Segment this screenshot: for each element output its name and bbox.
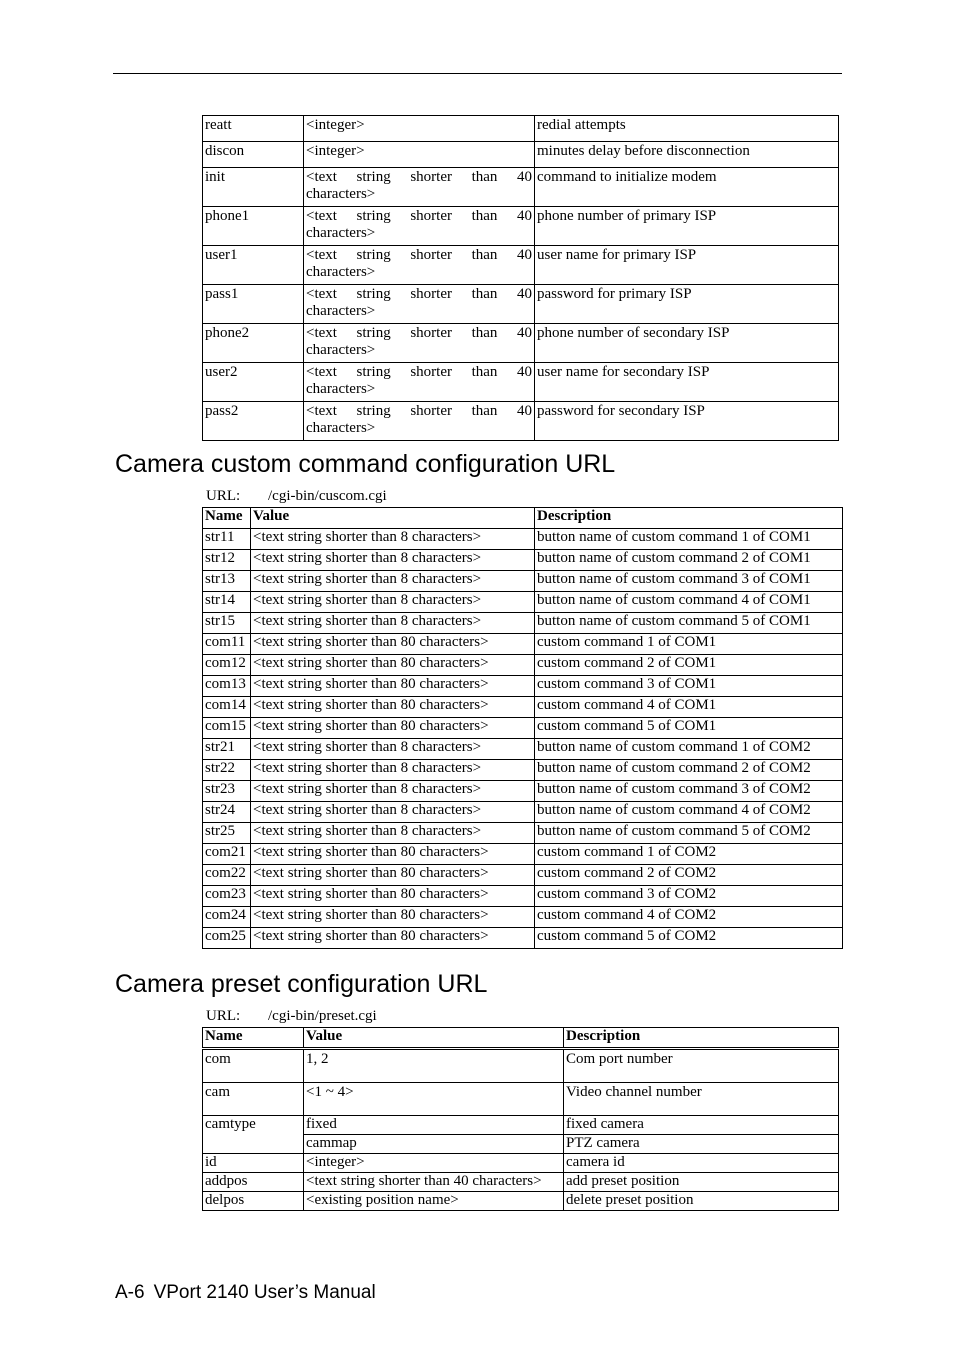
param-value: <text string shorter than 8 characters> (251, 781, 535, 802)
param-value: <text string shorter than 80 characters> (251, 844, 535, 865)
param-value: <text string shorter than 80 characters> (251, 886, 535, 907)
param-description: command to initialize modem (535, 168, 839, 207)
param-value: <text string shorter than 80 characters> (251, 655, 535, 676)
param-name: com22 (203, 865, 251, 886)
param-value: <text string shorter than 40 characters> (304, 168, 535, 207)
param-name: com13 (203, 676, 251, 697)
dialup-params-body (203, 116, 839, 441)
table-row (203, 285, 839, 324)
table-row (203, 1083, 839, 1116)
param-value: <text string shorter than 8 characters> (251, 550, 535, 571)
param-value: <text string shorter than 40 characters> (304, 324, 535, 363)
preset-url-label: URL: (206, 1008, 241, 1024)
cuscom-heading: Camera custom command configuration URL (115, 450, 616, 478)
param-name: com25 (203, 928, 251, 949)
table-row (203, 613, 843, 634)
param-value: <existing position name> (304, 1192, 564, 1211)
param-name: reatt (203, 116, 304, 142)
param-name: phone1 (203, 207, 304, 246)
preset-table (202, 1027, 839, 1211)
param-name: discon (203, 142, 304, 168)
param-value: <text string shorter than 40 characters> (304, 285, 535, 324)
param-description: custom command 3 of COM2 (535, 886, 843, 907)
param-name: str13 (203, 571, 251, 592)
param-name: id (203, 1154, 304, 1173)
param-name: com23 (203, 886, 251, 907)
col-header-value: Value (304, 1028, 564, 1049)
param-value: <text string shorter than 8 characters> (251, 529, 535, 550)
param-value: <text string shorter than 80 characters> (251, 634, 535, 655)
table-row (203, 550, 843, 571)
param-name: str12 (203, 550, 251, 571)
preset-heading: Camera preset configuration URL (115, 970, 488, 998)
param-value: <text string shorter than 80 characters> (251, 718, 535, 739)
param-value: <text string shorter than 80 characters> (251, 928, 535, 949)
cuscom-url-line (206, 488, 387, 505)
header-rule (113, 73, 842, 74)
table-row (203, 1154, 839, 1173)
param-value: <text string shorter than 40 characters> (304, 1173, 564, 1192)
col-header-name: Name (203, 508, 251, 529)
param-description: custom command 4 of COM1 (535, 697, 843, 718)
table-row (203, 676, 843, 697)
param-description: fixed camera (564, 1116, 839, 1135)
param-value: <text string shorter than 8 characters> (251, 592, 535, 613)
param-value: <1 ~ 4> (304, 1083, 564, 1116)
param-name: str22 (203, 760, 251, 781)
table-row (203, 571, 843, 592)
param-description: custom command 1 of COM2 (535, 844, 843, 865)
col-header-description: Description (564, 1028, 839, 1049)
table-row (203, 886, 843, 907)
col-header-description: Description (535, 508, 843, 529)
param-description: button name of custom command 5 of COM1 (535, 613, 843, 634)
param-description: button name of custom command 1 of COM1 (535, 529, 843, 550)
param-name: com21 (203, 844, 251, 865)
param-description: custom command 2 of COM2 (535, 865, 843, 886)
param-value: <text string shorter than 8 characters> (251, 571, 535, 592)
param-description: add preset position (564, 1173, 839, 1192)
param-value: <text string shorter than 8 characters> (251, 739, 535, 760)
param-name: com12 (203, 655, 251, 676)
table-row (203, 739, 843, 760)
param-name: init (203, 168, 304, 207)
param-description: button name of custom command 1 of COM2 (535, 739, 843, 760)
col-header-name: Name (203, 1028, 304, 1049)
param-description: custom command 5 of COM1 (535, 718, 843, 739)
table-row (203, 324, 839, 363)
cuscom-body (203, 529, 843, 949)
table-row (203, 697, 843, 718)
param-value: <integer> (304, 1154, 564, 1173)
param-value: fixed (304, 1116, 564, 1135)
dialup-params-table (202, 115, 839, 441)
param-name: com14 (203, 697, 251, 718)
param-description: button name of custom command 4 of COM2 (535, 802, 843, 823)
param-name: str21 (203, 739, 251, 760)
param-value: <text string shorter than 40 characters> (304, 363, 535, 402)
param-description: delete preset position (564, 1192, 839, 1211)
param-value: <text string shorter than 80 characters> (251, 697, 535, 718)
param-name: addpos (203, 1173, 304, 1192)
param-description: user name for primary ISP (535, 246, 839, 285)
table-row (203, 363, 839, 402)
param-name: str11 (203, 529, 251, 550)
param-value: <text string shorter than 40 characters> (304, 207, 535, 246)
param-value: <text string shorter than 8 characters> (251, 823, 535, 844)
param-description: password for secondary ISP (535, 402, 839, 441)
table-row (203, 907, 843, 928)
table-row (203, 592, 843, 613)
preset-url-line (206, 1008, 377, 1025)
table-row (203, 718, 843, 739)
param-name: com24 (203, 907, 251, 928)
param-description: minutes delay before disconnection (535, 142, 839, 168)
param-name: str25 (203, 823, 251, 844)
param-name: delpos (203, 1192, 304, 1211)
param-description: button name of custom command 2 of COM2 (535, 760, 843, 781)
cuscom-table (202, 507, 843, 949)
table-row (203, 1192, 839, 1211)
table-row (203, 142, 839, 168)
param-name: com15 (203, 718, 251, 739)
param-value: <text string shorter than 80 characters> (251, 865, 535, 886)
param-description: custom command 2 of COM1 (535, 655, 843, 676)
param-name: str14 (203, 592, 251, 613)
param-description: redial attempts (535, 116, 839, 142)
table-row (203, 529, 843, 550)
param-name: str24 (203, 802, 251, 823)
table-row (203, 634, 843, 655)
table-row (203, 655, 843, 676)
table-row (203, 865, 843, 886)
param-description: Video channel number (564, 1083, 839, 1116)
param-value: <text string shorter than 40 characters> (304, 246, 535, 285)
table-row (203, 760, 843, 781)
table-row (203, 823, 843, 844)
param-value: <text string shorter than 8 characters> (251, 613, 535, 634)
manual-title: VPort 2140 User’s Manual (153, 1282, 376, 1303)
param-description: button name of custom command 3 of COM1 (535, 571, 843, 592)
page-number: A-6 (115, 1282, 145, 1303)
param-description: user name for secondary ISP (535, 363, 839, 402)
table-row (203, 1116, 839, 1135)
param-description: camera id (564, 1154, 839, 1173)
param-description: phone number of primary ISP (535, 207, 839, 246)
param-description: password for primary ISP (535, 285, 839, 324)
param-name: com (203, 1049, 304, 1083)
param-description: custom command 4 of COM2 (535, 907, 843, 928)
param-description: custom command 1 of COM1 (535, 634, 843, 655)
cuscom-header-row (203, 508, 843, 529)
table-row (203, 1173, 839, 1192)
cuscom-url-label: URL: (206, 488, 241, 504)
table-row (203, 168, 839, 207)
param-value: <integer> (304, 116, 535, 142)
param-description: custom command 3 of COM1 (535, 676, 843, 697)
param-name: cam (203, 1083, 304, 1116)
param-value: <text string shorter than 8 characters> (251, 760, 535, 781)
param-description: phone number of secondary ISP (535, 324, 839, 363)
param-value: <text string shorter than 8 characters> (251, 802, 535, 823)
preset-url: /cgi-bin/preset.cgi (268, 1008, 377, 1024)
table-row (203, 116, 839, 142)
table-row (203, 781, 843, 802)
table-row (203, 802, 843, 823)
preset-header-row (203, 1028, 839, 1049)
param-description: Com port number (564, 1049, 839, 1083)
table-row (203, 928, 843, 949)
param-description: button name of custom command 3 of COM2 (535, 781, 843, 802)
param-name: str15 (203, 613, 251, 634)
param-value: cammap (304, 1135, 564, 1154)
param-value: <integer> (304, 142, 535, 168)
col-header-value: Value (251, 508, 535, 529)
param-description: custom command 5 of COM2 (535, 928, 843, 949)
param-description: button name of custom command 4 of COM1 (535, 592, 843, 613)
param-name: user1 (203, 246, 304, 285)
param-value: <text string shorter than 80 characters> (251, 676, 535, 697)
table-row (203, 207, 839, 246)
table-row (203, 402, 839, 441)
param-value: 1, 2 (304, 1049, 564, 1083)
param-name: camtype (203, 1116, 304, 1154)
table-row (203, 1049, 839, 1083)
param-value: <text string shorter than 80 characters> (251, 907, 535, 928)
table-row (203, 844, 843, 865)
param-name: phone2 (203, 324, 304, 363)
cuscom-url: /cgi-bin/cuscom.cgi (268, 488, 387, 504)
param-value: <text string shorter than 40 characters> (304, 402, 535, 441)
param-name: pass2 (203, 402, 304, 441)
param-description: button name of custom command 2 of COM1 (535, 550, 843, 571)
param-description: button name of custom command 5 of COM2 (535, 823, 843, 844)
param-name: str23 (203, 781, 251, 802)
param-name: user2 (203, 363, 304, 402)
param-name: com11 (203, 634, 251, 655)
param-name: pass1 (203, 285, 304, 324)
param-description: PTZ camera (564, 1135, 839, 1154)
table-row (203, 246, 839, 285)
page-footer (115, 1282, 376, 1304)
